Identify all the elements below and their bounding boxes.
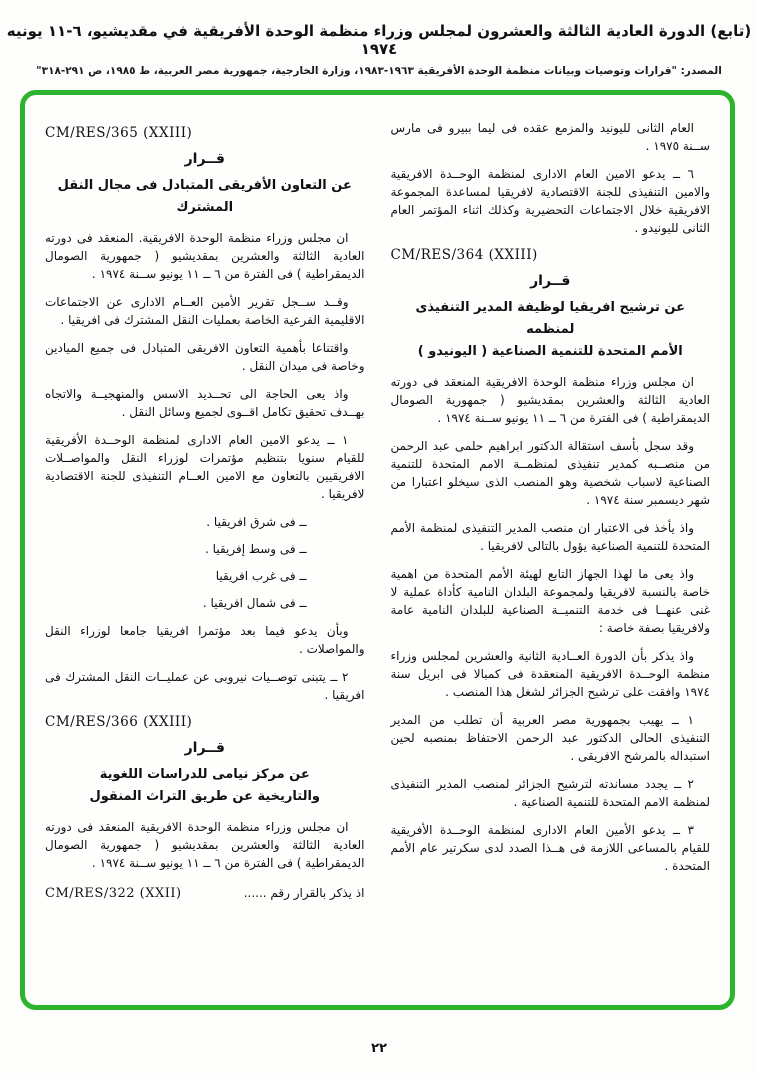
paragraph-importance: واذ يعى ما لهذا الجهاز التابع لهيئة الأمم المتحدة من اهمية خاصة بالنسبة لافريقيا ولمجموعة البلدان النامية كأداة عملية لا غنى عنهــا فى خدمة التنميــة الصناعية للبلدان النامية عامة ولافريقيا بصفة خاصة : [390,567,710,636]
page-header [0,0,758,77]
resolution-code-366: CM/RES/366 (XXIII) [45,714,193,731]
resolution-code-322: CM/RES/322 (XXII) [45,886,182,902]
paragraph-operative-1: ١ ــ يهيب بجمهورية مصر العربية أن تطلب من المدير التنفيذى الحالى الدكتور عبد الرحمن الاحتفاظ بمنصبه لحين استبداله بالمرشح الافريقى . [390,713,710,764]
resolution-365-subtitle: عن التعاون الأفريقى المتبادل فى مجال النقل المشترك [57,178,352,216]
resolution-364-heading: قــرار [530,273,571,289]
resolution-365-heading: قــرار [184,151,225,167]
two-column-layout [45,119,710,989]
region-list [45,513,365,612]
right-column [391,119,711,989]
paragraph-conviction: واقتناعا بأهمية التعاون الافريقى المتبادل فى جميع الميادين وخاصة فى ميدان النقل . [45,341,365,374]
paragraph-consideration: واذ يأخذ فى الاعتبار ان منصب المدير التنفيذى لمنظمة الأمم المتحدة للتنمية الصناعية يؤول بالتالى لافريقيا . [390,521,710,554]
resolution-code-364: CM/RES/364 (XXIII) [390,247,538,263]
list-item-central-africa: ــ فى وسط إفريقيا . [205,542,307,557]
list-item-north-africa: ــ فى شمال افريقيا . [202,596,307,611]
resolution-366-subtitle-line2: والتاريخية عن طريق التراث المنقول [89,789,321,805]
paragraph-council-session: ان مجلس وزراء منظمة الوحدة الافريقية المنعقد فى دورته العادية الثالثة والعشرين بمقديشيو ( جمهورية الصومال الديمقراطية ) فى الفترة من ٦ ــ ١١ يونيو ســنة ١٩٧٤ . [390,375,710,426]
paragraph-report: وقــد ســجل تقرير الأمين العــام الادارى عن الاجتماعات الاقليمية الفرعية الخاصة بعمليات النقل المشترك فى افريقيا . [45,295,365,328]
paragraph-operative-3: ٣ ــ يدعو الأمين العام الادارى لمنظمة الوحــدة الأفريقية للقيام بالمساعى اللازمة فى هــذا الصدد لدى سكرتير عام الأمم المتحدة . [390,823,710,874]
recall-resolution-line [45,886,365,901]
resolution-364-subtitle-line2: الأمم المتحدة للتنمية الصناعية ( اليونيدو ) [417,344,683,360]
page-number: ٢٢ [371,1041,387,1056]
document-green-border-frame [20,90,735,1010]
resolution-code-365: CM/RES/365 (XXIII) [45,125,193,141]
list-item-west-africa: ــ فى غرب افريقيا [215,569,307,584]
paragraph-item-6: ٦ ــ يدعو الامين العام الادارى لمنظمة الوحــدة الافريقية والامين التنفيذى للجنة الاقتصادية لافريقيا لمساعدة المجموعة الافريقية خلال الاجتماعات التحضيرية وكذلك اثناء المؤتمر العام الثانى لليونيدو . [390,167,710,235]
resolution-366-subtitle-line1: عن مركز نيامى للدراسات اللغوية [99,767,310,783]
paragraph-council-session-2: ان مجلس وزراء منظمة الوحدة الافريقية المنعقد فى دورته العادية الثالثة والعشرين بمقديشيو ( جمهورية الصومال الديمقراطية ) فى الفترة من ٦ ــ ١١ يونيو ســنة ١٩٧٤ . [45,820,365,871]
paragraph-operative-2: ٢ ــ يجدد مساندته لترشيح الجزائر لمنصب المدير التنفيذى لمنظمة الامم المتحدة للتنمية الصناعية . [390,777,710,810]
paragraph-later-conference: وبأن يدعو فيما بعد مؤتمرا افريقيا جامعا لوزراء النقل والمواصلات . [45,624,365,657]
paragraph-need: واذ يعى الحاجة الى تحــديد الاسس والمنهجيــة والاتجاه بهــدف تحقيق تكامل اقــوى لجميع وسائل النقل . [45,387,365,420]
resolution-364-subtitle-line1: عن ترشيح افريقيا لوظيفة المدير التنفيذى لمنظمه [415,300,685,338]
left-column [45,119,365,989]
paragraph-operative-2: ٢ ــ يتبنى توصــيات نيروبى عن عمليــات النقل المشترك فى افريقيا . [45,670,365,703]
resolution-366-heading: قــرار [184,740,225,757]
page-title: (تابع) الدورة العادية الثالثة والعشرون لمجلس وزراء منظمة الوحدة الأفريقية في مقديشيو، ٦-١١ يونيه ١٩٧٤ [6,22,752,58]
list-item-east-africa: ــ فى شرق افريقيا . [206,515,307,530]
recall-resolution-text: اذ يذكر بالقرار رقم ...... [243,886,365,901]
resolution-364-subtitle [391,297,711,363]
paragraph-resignation: وقد سجل بأسف استقالة الدكتور ابراهيم حلمى عبد الرحمن من منصــبه كمدير تنفيذى لمنظمــة الامم المتحدة للتنمية الصناعية لاسباب شخصية وهو المنصب الذى سيخلو اعتبارا من شهر ديسمبر سنة ١٩٧٤ . [390,439,710,508]
source-citation: المصدر: "قرارات وتوصيات وبيانات منظمة الوحدة الأفريقية ١٩٦٣-١٩٨٣، وزارة الخارجية، جمهورية مصر العربية، ط ١٩٨٥، ص ٢٩١-٣١٨" [36,65,722,77]
paragraph-recall-kampala: واذ يذكر بأن الدورة العــادية الثانية والعشرين لمجلس وزراء منظمة الوحــدة الافريقية المنعقدة فى كمبالا فى ابريل سنة ١٩٧٤ وافقت على ترشيح الجزائر لشغل هذا المنصب . [390,649,710,700]
resolution-366-subtitle [45,764,365,808]
paragraph-unido-continuation: العام الثانى لليونيد والمزمع عقده فى ليما ببيرو فى مارس ســنة ١٩٧٥ . [390,121,710,153]
paragraph-operative-1: ١ ــ يدعو الامين العام الادارى لمنظمة الوحــدة الأفريقية للقيام سنويا بتنظيم مؤتمرات لوزراء النقل والمواصــلات الافريقيين بالتعاون مع الامين العــام التنفيذى للجنة الاقتصادية لافريقيا . [45,433,365,502]
paragraph-council-session: ان مجلس وزراء منظمة الوحدة الافريقية. المنعقد فى دورته العادية الثالثة والعشرين بمقديشيو ( جمهورية الصومال الديمقراطية ) فى الفترة من ٦ ــ ١١ يونيو ســنة ١٩٧٤ . [45,231,365,282]
